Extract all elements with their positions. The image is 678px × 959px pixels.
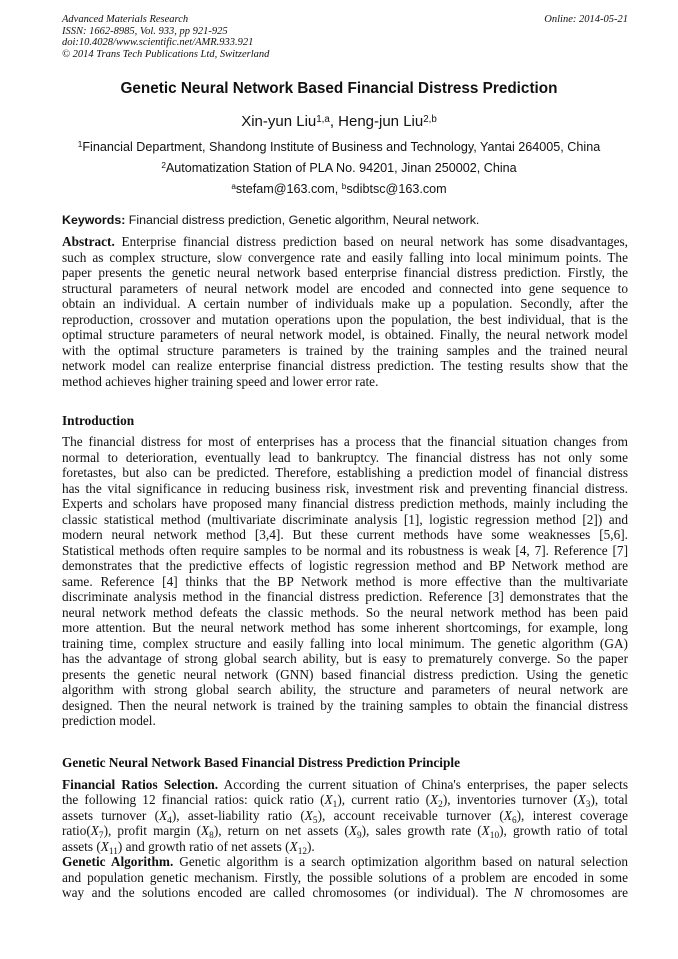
text-line bbox=[62, 870, 628, 886]
text-line bbox=[62, 465, 628, 481]
doi: doi:10.4028/www.scientific.net/AMR.933.921 bbox=[62, 37, 254, 49]
variable-symbol: X bbox=[430, 792, 439, 808]
variable-subscript: 7 bbox=[98, 831, 104, 842]
text-run: Genetic algorithm is a search optimization algorithm based on natural selection bbox=[173, 854, 628, 870]
math-variable bbox=[289, 838, 307, 857]
text-run: ), sales growth rate ( bbox=[361, 823, 482, 839]
text-line bbox=[62, 839, 628, 855]
variable-symbol: X bbox=[201, 823, 210, 839]
text-line bbox=[62, 374, 628, 390]
author-name: Heng-jun Liu bbox=[338, 113, 424, 131]
text-run: ), interest coverage bbox=[516, 807, 628, 823]
math-variable bbox=[159, 807, 172, 826]
keywords-label: Keywords: bbox=[62, 213, 126, 228]
text-line bbox=[62, 854, 628, 870]
introduction-body bbox=[62, 434, 628, 729]
online-date: Online: 2014-05-21 bbox=[544, 14, 628, 25]
text-line bbox=[62, 885, 628, 901]
math-variable bbox=[481, 823, 500, 842]
email-sup: a bbox=[231, 182, 236, 192]
text-run: ), total bbox=[590, 792, 628, 808]
text-run: same. Reference [4] thinks that the BP Network method is more effective than the multivariate bbox=[62, 573, 628, 589]
math-variable bbox=[577, 792, 591, 811]
text-run: Experts and scholars have proposed many financial distress prediction methods, mainly including the bbox=[62, 496, 628, 512]
text-line bbox=[62, 481, 628, 497]
text-run: ) and growth ratio of net assets ( bbox=[117, 838, 290, 854]
introduction-heading: Introduction bbox=[62, 413, 135, 429]
keywords-text: Financial distress prediction, Genetic algorithm, Neural network. bbox=[125, 213, 480, 228]
text-run: ), return on net assets ( bbox=[213, 823, 349, 839]
email-b: sdibtsc@163.com bbox=[346, 182, 447, 197]
financial-ratios-paragraph bbox=[62, 777, 628, 855]
text-line bbox=[62, 358, 628, 374]
paper-title: Genetic Neural Network Based Financial Distress Prediction bbox=[120, 80, 558, 98]
text-line bbox=[62, 713, 628, 729]
variable-subscript: 4 bbox=[167, 815, 172, 826]
text-run: neural network method defeats the classic methods. So the neural network method has been paid bbox=[62, 604, 628, 620]
text-run: such as complex structure, slow convergence rate and easily falling into local minimum points. The bbox=[62, 249, 628, 265]
affiliation-text: Financial Department, Shandong Institute of Business and Technology, Yantai 264005, China bbox=[82, 140, 601, 155]
affiliation-2 bbox=[0, 158, 678, 179]
variable-subscript: 2 bbox=[438, 800, 443, 811]
author-name: Xin-yun Liu bbox=[241, 113, 317, 131]
text-line bbox=[62, 265, 628, 281]
text-line bbox=[62, 434, 628, 450]
text-run: ), current ratio ( bbox=[337, 792, 431, 808]
text-run: chromosomes are bbox=[522, 885, 628, 901]
text-run: assets ( bbox=[62, 838, 101, 854]
math-variable bbox=[503, 807, 517, 826]
text-line bbox=[62, 698, 628, 714]
math-variable bbox=[304, 807, 318, 826]
text-line bbox=[62, 527, 628, 543]
text-line bbox=[62, 312, 628, 328]
text-run: Enterprise financial distress prediction based on neural network has some disadvantages, bbox=[114, 234, 628, 250]
text-line bbox=[62, 589, 628, 605]
text-line bbox=[62, 234, 628, 250]
text-line bbox=[62, 450, 628, 466]
variable-symbol: X bbox=[90, 823, 99, 839]
copyright: © 2014 Trans Tech Publications Ltd, Switzerland bbox=[62, 48, 270, 60]
variable-symbol: X bbox=[348, 823, 357, 839]
affiliation-text: Automatization Station of PLA No. 94201, Jinan 250002, China bbox=[165, 161, 517, 176]
math-variable bbox=[201, 823, 214, 842]
author-sup: 2,b bbox=[423, 113, 437, 125]
text-run: foretastes, but also can be predicted. Therefore, establishing a prediction model of financial distress bbox=[62, 465, 628, 481]
text-line bbox=[62, 250, 628, 266]
text-run: has the vital significance in reducing business risk, investment risk and preventing financial distress. bbox=[62, 480, 628, 496]
text-line bbox=[62, 558, 628, 574]
text-line bbox=[62, 792, 628, 811]
math-variable bbox=[90, 823, 104, 842]
variable-subscript: 9 bbox=[356, 831, 362, 842]
text-run: ), inventories turnover ( bbox=[442, 792, 578, 808]
math-variable bbox=[430, 792, 443, 811]
text-run: structural parameters of neural network model are encoded and connected into gene sequence to bbox=[62, 280, 628, 296]
variable-subscript: 10 bbox=[489, 831, 500, 842]
variable-symbol: X bbox=[577, 792, 586, 808]
text-line bbox=[62, 296, 628, 312]
genetic-algorithm-paragraph bbox=[62, 854, 628, 901]
text-run: method achieves higher training speed and lower error rate. bbox=[62, 373, 379, 389]
text-run: way and the solutions encoded are called chromosomes (or individual). The bbox=[62, 885, 514, 901]
text-run: has the advantage of strong global search ability, but is easy to prematurely converge. So the paper bbox=[62, 651, 628, 667]
text-line bbox=[62, 343, 628, 359]
variable-subscript: 12 bbox=[297, 846, 307, 857]
variable-symbol: X bbox=[100, 838, 109, 854]
text-line bbox=[62, 327, 628, 343]
variable-symbol: X bbox=[159, 807, 168, 823]
variable-symbol: X bbox=[324, 792, 333, 808]
text-run: and population genetic mechanism. Firstly, the possible solutions of a problem are encoded in some bbox=[62, 869, 628, 885]
abstract bbox=[62, 234, 628, 389]
text-line bbox=[62, 651, 628, 667]
authors bbox=[0, 113, 678, 131]
math-variable bbox=[514, 885, 523, 900]
text-run: the following 12 financial ratios: quick ratio ( bbox=[62, 792, 325, 808]
text-run: ), account receivable turnover ( bbox=[317, 807, 504, 823]
text-run: ). bbox=[307, 838, 315, 854]
emails bbox=[0, 179, 678, 200]
variable-subscript: 1 bbox=[332, 800, 338, 811]
author-sup: 1,a bbox=[316, 113, 330, 125]
author-sep: , bbox=[329, 113, 339, 131]
text-line bbox=[62, 281, 628, 297]
text-run: prediction model. bbox=[62, 713, 156, 729]
variable-symbol: X bbox=[304, 807, 313, 823]
text-run: ), profit margin ( bbox=[103, 823, 202, 839]
text-run: ), asset-liability ratio ( bbox=[171, 807, 305, 823]
email-a: stefam@163.com, bbox=[235, 182, 342, 197]
journal-name: Advanced Materials Research bbox=[62, 14, 189, 25]
text-run: paper presents the genetic neural network based enterprise financial distress prediction. Firstly, the bbox=[62, 265, 628, 281]
variable-symbol: N bbox=[514, 885, 523, 901]
text-line bbox=[62, 496, 628, 512]
affiliation-1 bbox=[0, 137, 678, 158]
text-run: modern neural network method [3,4]. But these current methods have some weaknesses [5,6]. bbox=[62, 527, 628, 543]
variable-subscript: 6 bbox=[511, 815, 517, 826]
text-run: algorithm with strong global search ability, the structure and parameters of neural network are bbox=[62, 682, 628, 698]
text-line bbox=[62, 682, 628, 698]
text-run: network model can realize enterprise financial distress prediction. The testing results show that the bbox=[62, 358, 628, 374]
running-header bbox=[62, 14, 628, 60]
text-run: presents the genetic neural network (GNN) based financial distress prediction. Using the genetic bbox=[62, 666, 628, 682]
issn-volume: ISSN: 1662-8985, Vol. 933, pp 921-925 bbox=[62, 25, 228, 37]
text-run: normal to deterioration, eventually lead to bankruptcy. The financial distress has not only some bbox=[62, 449, 628, 465]
text-line bbox=[62, 777, 628, 793]
text-run: designed. Then the neural network is trained by the training samples to obtain the financial distress bbox=[62, 697, 628, 713]
text-run: ), growth ratio of total bbox=[499, 823, 629, 839]
text-line bbox=[62, 605, 628, 621]
text-run: more attention. But the neural network method has some inherent shortcomings, for example, long bbox=[62, 620, 628, 636]
section-heading: Genetic Neural Network Based Financial Distress Prediction Principle bbox=[62, 754, 460, 770]
text-run: ratio( bbox=[62, 823, 91, 839]
text-line bbox=[62, 808, 628, 824]
math-variable bbox=[100, 838, 118, 857]
text-run: The financial distress for most of enterprises has a process that the financial situation changes from bbox=[62, 434, 628, 450]
text-line bbox=[62, 512, 628, 528]
math-variable bbox=[324, 792, 338, 811]
text-line bbox=[62, 620, 628, 636]
paragraph-lead: Financial Ratios Selection. bbox=[62, 776, 219, 792]
variable-subscript: 5 bbox=[312, 815, 318, 826]
paragraph-lead: Genetic Algorithm. bbox=[62, 854, 174, 870]
text-run: Statistical methods often require samples to be normal and its robustness is weak [4, 7]. Reference [7] bbox=[62, 542, 628, 558]
paragraph-lead: Abstract. bbox=[62, 234, 115, 250]
text-run: training time, complex structure and easily falling into local minimum. The genetic algorithm (GA) bbox=[62, 635, 628, 651]
text-run: assets turnover ( bbox=[62, 807, 160, 823]
text-run: with the optimal structure parameters is trained by the training samples and the trained neural bbox=[62, 342, 628, 358]
variable-subscript: 8 bbox=[209, 831, 214, 842]
text-line bbox=[62, 574, 628, 590]
email-sup: b bbox=[341, 182, 347, 192]
variable-symbol: X bbox=[481, 823, 490, 839]
variable-symbol: X bbox=[503, 807, 512, 823]
text-run: classic statistical method (multivariate discriminate analysis [1], logistic regression method [2]) and bbox=[62, 511, 628, 527]
text-run: obtain an individual. A certain number of individuals make up a population. Secondly, after the bbox=[62, 296, 628, 312]
text-line bbox=[62, 667, 628, 683]
text-line bbox=[62, 543, 628, 559]
affiliation-sup: 2 bbox=[161, 161, 166, 171]
text-run: According the current situation of China's enterprises, the paper selects bbox=[218, 776, 628, 792]
text-run: demonstrates that the predictive effects of logistic regression method and BP Network method are bbox=[62, 558, 628, 574]
variable-subscript: 11 bbox=[108, 846, 118, 857]
variable-subscript: 3 bbox=[585, 800, 591, 811]
math-variable bbox=[348, 823, 362, 842]
text-run: discriminate analysis method in the financial distress prediction. Reference [3] demonstrates that the bbox=[62, 589, 628, 605]
text-run: reproduction, crossover and mutation operations upon the population, the best individual, that is the bbox=[62, 311, 628, 327]
affiliation-sup: 1 bbox=[77, 140, 83, 150]
header-row bbox=[62, 14, 628, 26]
text-line bbox=[62, 823, 629, 842]
variable-symbol: X bbox=[289, 838, 298, 854]
text-line bbox=[62, 636, 628, 652]
keywords bbox=[62, 213, 628, 228]
text-run: optimal structure parameters of neural network model, is obtained. Finally, the neural network model bbox=[62, 327, 628, 343]
